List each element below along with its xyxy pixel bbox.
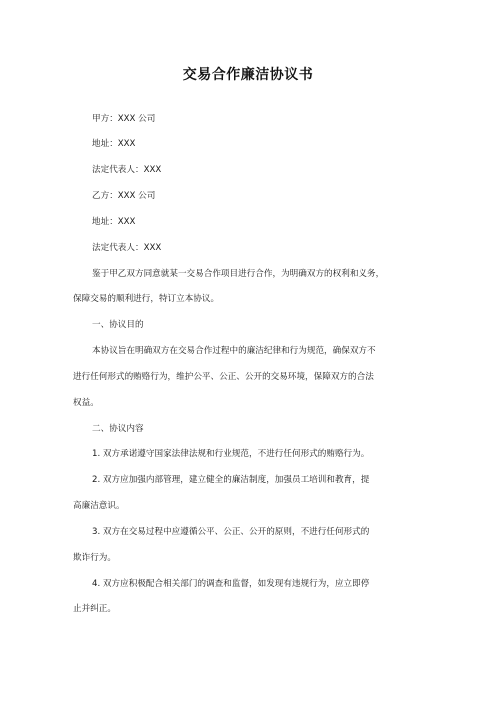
preamble-line-1: 鉴于甲乙双方同意就某一交易合作项目进行合作，为明确双方的权利和义务， bbox=[92, 269, 385, 279]
content-item-3-line-1: 3. 双方在交易过程中应遵循公平、公正、公开的原则，不进行任何形式的 bbox=[92, 527, 370, 537]
content-item-1: 1. 双方承诺遵守国家法律法规和行业规范，不进行任何形式的贿赂行为。 bbox=[92, 449, 370, 459]
purpose-line-1: 本协议旨在明确双方在交易合作过程中的廉洁纪律和行为规范，确保双方不 bbox=[92, 346, 376, 356]
content-item-4-line-2: 止并纠正。 bbox=[73, 604, 116, 614]
content-item-2-line-2: 高廉洁意识。 bbox=[73, 501, 125, 511]
document-title: 交易合作廉洁协议书 bbox=[182, 67, 314, 83]
section-heading-content: 二、协议内容 bbox=[92, 424, 144, 434]
party-a-line: 甲方：XXX 公司 bbox=[92, 114, 156, 124]
party-b-address-line: 地址：XXX bbox=[92, 217, 136, 227]
party-b-line: 乙方：XXX 公司 bbox=[92, 191, 156, 201]
content-item-4-line-1: 4. 双方应积极配合相关部门的调查和监督，如发现有违规行为，应立即停 bbox=[92, 579, 370, 589]
purpose-line-3: 权益。 bbox=[73, 398, 99, 408]
preamble-line-2: 保障交易的顺利进行，特订立本协议。 bbox=[73, 294, 220, 304]
party-a-address-line: 地址：XXX bbox=[92, 139, 136, 149]
section-heading-purpose: 一、协议目的 bbox=[92, 320, 144, 330]
purpose-line-2: 进行任何形式的贿赂行为，维护公平、公正、公开的交易环境，保障双方的合法 bbox=[73, 372, 374, 382]
content-item-3-line-2: 欺诈行为。 bbox=[73, 553, 116, 563]
party-b-representative-line: 法定代表人：XXX bbox=[92, 243, 162, 253]
party-a-representative-line: 法定代表人：XXX bbox=[92, 165, 162, 175]
content-item-2-line-1: 2. 双方应加强内部管理，建立健全的廉洁制度，加强员工培训和教育，提 bbox=[92, 475, 370, 485]
